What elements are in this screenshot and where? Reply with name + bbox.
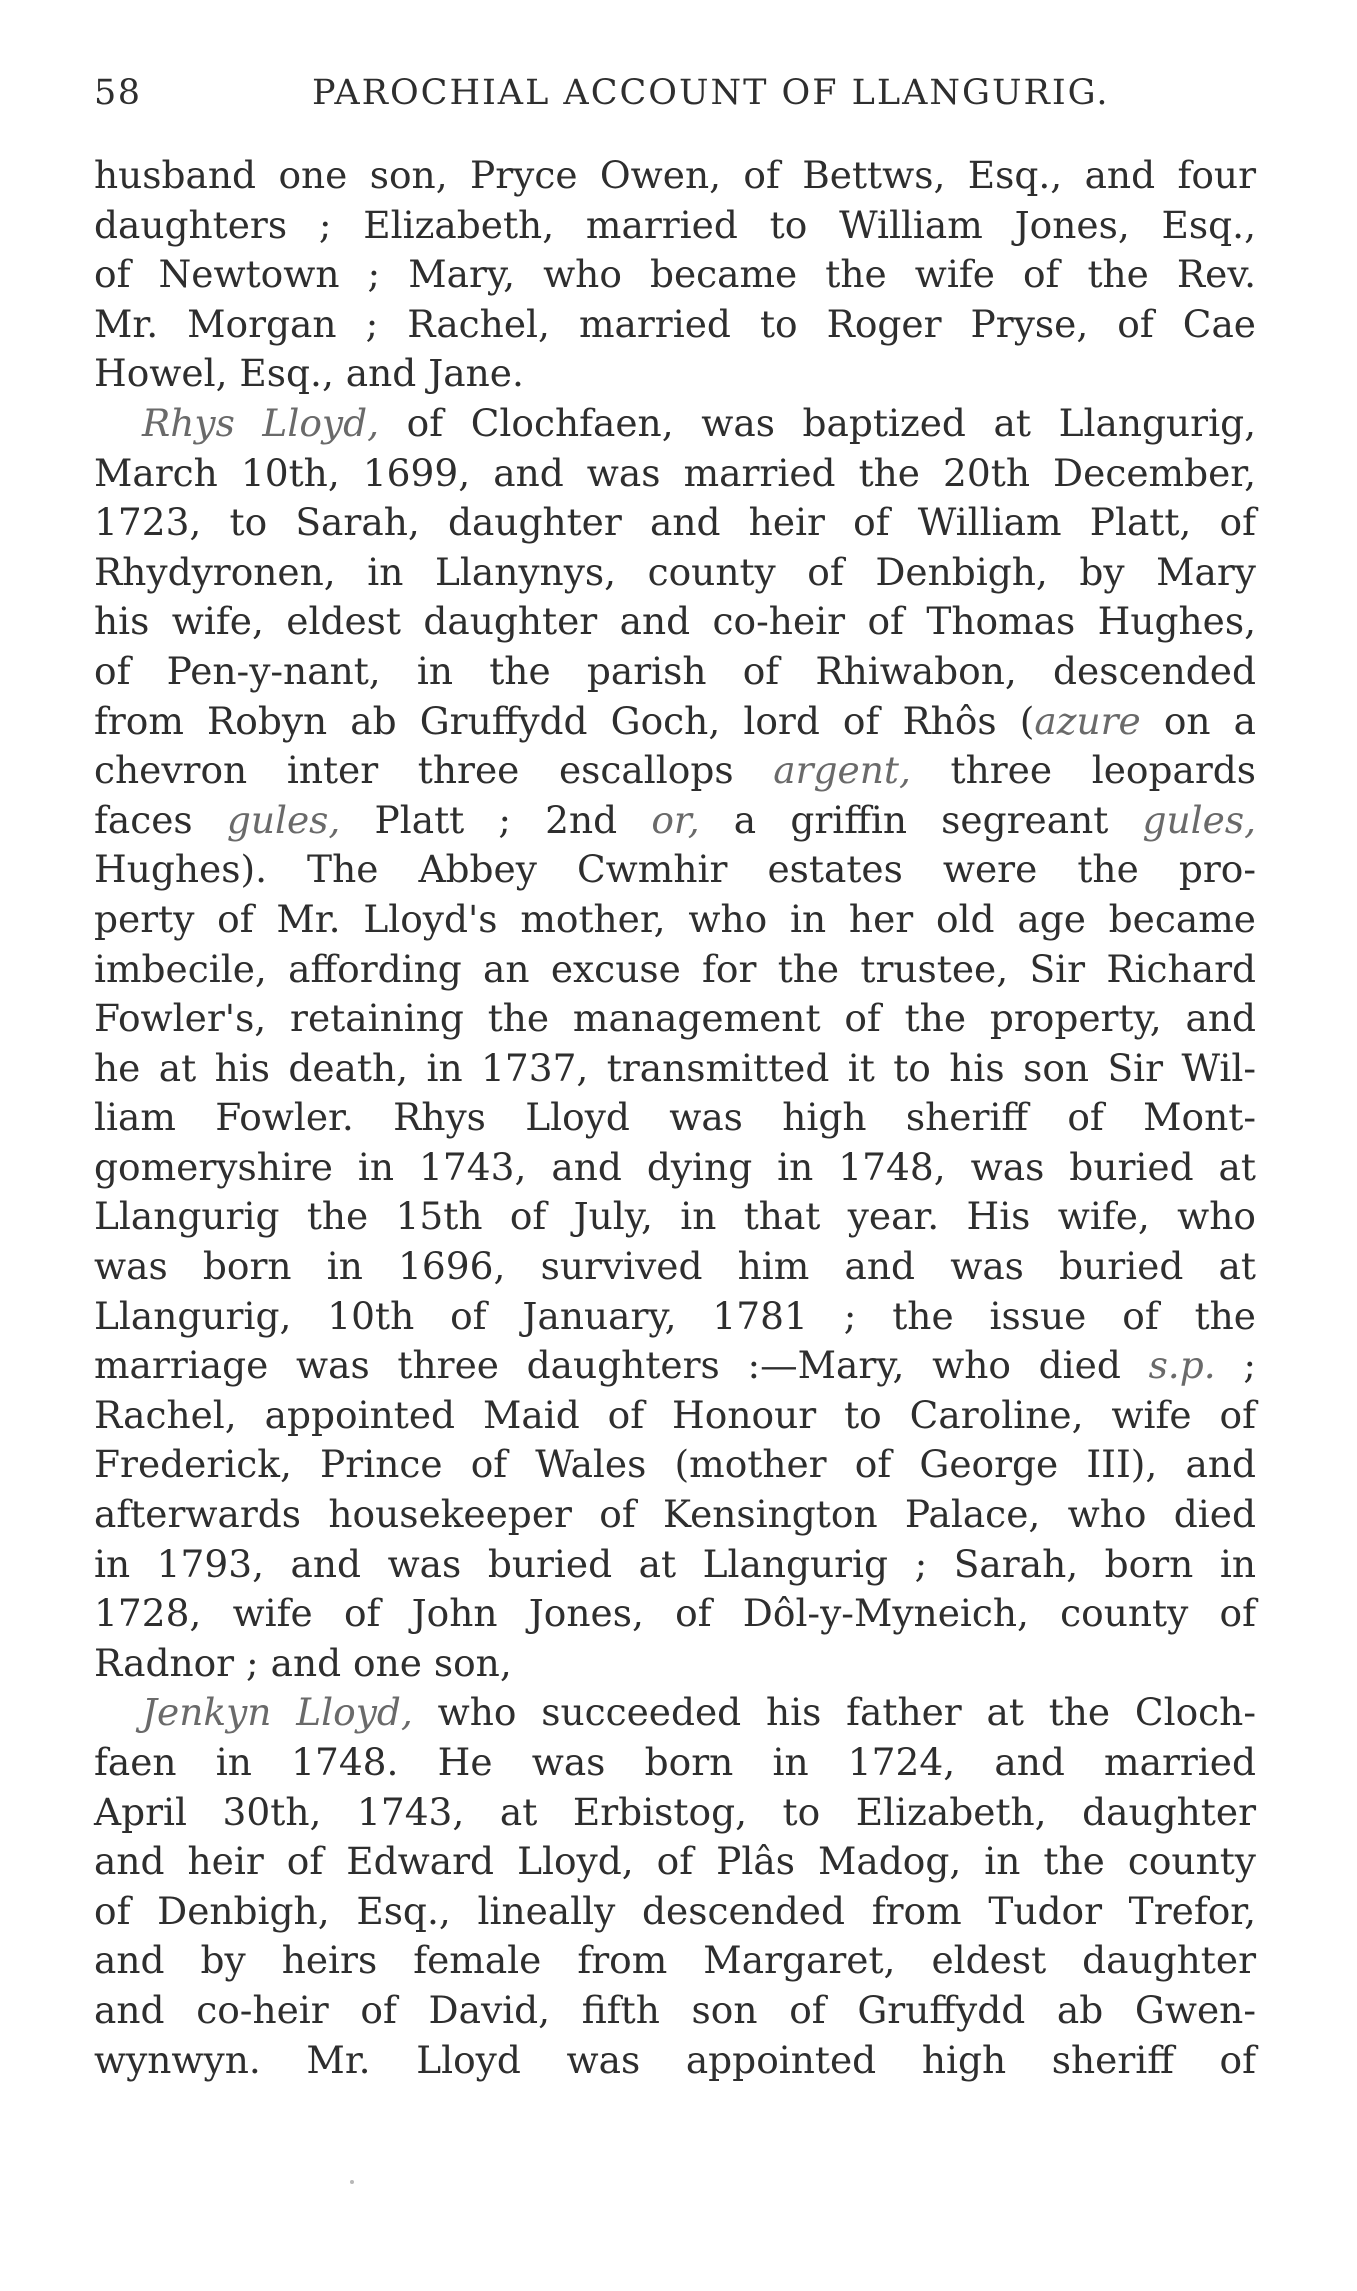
text-line: Fowler's, retaining the management of the property, and <box>94 996 1256 1041</box>
text-line <box>94 399 1256 449</box>
text-line <box>94 697 1256 747</box>
text-line: Hughes). The Abbey Cwmhir estates were the pro- <box>94 847 1256 892</box>
text-span: from Robyn ab Gruffydd Goch, lord of Rhôs ( <box>94 698 1035 743</box>
heraldic-term: gules, <box>1142 797 1256 842</box>
text-line: 1728, wife of John Jones, of Dôl-y-Myneich, county of <box>94 1591 1256 1636</box>
text-span: a griffin segreant <box>699 797 1143 842</box>
text-line: and co-heir of David, fifth son of Gruffydd ab Gwen- <box>94 1987 1256 2032</box>
page-number: 58 <box>94 73 142 113</box>
running-head <box>94 68 1256 118</box>
heraldic-term: gules, <box>226 797 341 842</box>
text-line: in 1793, and was buried at Llangurig ; Sarah, born in <box>94 1541 1256 1586</box>
text-line: March 10th, 1699, and was married the 20th December, <box>94 450 1256 495</box>
text-line: of Pen-y-nant, in the parish of Rhiwabon, descended <box>94 648 1256 693</box>
text-line: perty of Mr. Lloyd's mother, who in her old age became <box>94 896 1256 941</box>
text-span: Platt ; 2nd <box>340 797 652 842</box>
text-line: husband one son, Pryce Owen, of Bettws, Esq., and four <box>94 153 1256 197</box>
text-line: and by heirs female from Margaret, eldest daughter <box>94 1938 1256 1983</box>
text-line <box>94 1341 1256 1391</box>
text-span: who succeeded his father at the Cloch- <box>412 1690 1256 1735</box>
text-span: of Clochfaen, was baptized at Llangurig, <box>379 400 1256 445</box>
abbreviation: s.p. <box>1148 1343 1216 1388</box>
text-span: marriage was three daughters :—Mary, who died <box>94 1343 1149 1388</box>
heraldic-term: azure <box>1034 698 1141 743</box>
text-line: gomeryshire in 1743, and dying in 1748, was buried at <box>94 1144 1256 1189</box>
text-line: afterwards housekeeper of Kensington Palace, who died <box>94 1492 1256 1537</box>
body-text <box>94 151 1256 2085</box>
text-line <box>94 1688 1256 1738</box>
running-title: PAROCHIAL ACCOUNT OF LLANGURIG. <box>312 73 1110 113</box>
text-line: and heir of Edward Lloyd, of Plâs Madog, in the county <box>94 1839 1256 1884</box>
text-line: 1723, to Sarah, daughter and heir of William Platt, of <box>94 500 1256 545</box>
text-line: Llangurig, 10th of January, 1781 ; the issue of the <box>94 1293 1256 1338</box>
heraldic-term: argent, <box>773 748 911 793</box>
text-line: imbecile, affording an excuse for the trustee, Sir Richard <box>94 946 1256 991</box>
italic-name: Jenkyn Lloyd, <box>142 1690 413 1735</box>
text-span: ; <box>1215 1343 1256 1388</box>
text-line: was born in 1696, survived him and was buried at <box>94 1244 1256 1289</box>
text-line: daughters ; Elizabeth, married to William Jones, Esq., <box>94 202 1256 247</box>
text-line: Radnor ; and one son, <box>94 1640 512 1685</box>
text-line: April 30th, 1743, at Erbistog, to Elizabeth, daughter <box>94 1789 1256 1834</box>
text-line: of Denbigh, Esq., lineally descended from Tudor Trefor, <box>94 1888 1256 1933</box>
heraldic-term: or, <box>651 797 700 842</box>
text-span: faces <box>94 797 227 842</box>
text-span: chevron inter three escallops <box>94 748 774 793</box>
text-line: of Newtown ; Mary, who became the wife of the Rev. <box>94 252 1256 297</box>
text-line: his wife, eldest daughter and co-heir of Thomas Hughes, <box>94 599 1256 644</box>
text-line <box>94 746 1256 796</box>
text-line: wynwyn. Mr. Lloyd was appointed high sheriff of <box>94 2037 1256 2082</box>
text-span: three leopards <box>910 748 1256 793</box>
text-line: he at his death, in 1737, transmitted it to his son Sir Wil- <box>94 1045 1256 1090</box>
text-line: Mr. Morgan ; Rachel, married to Roger Pryse, of Cae <box>94 301 1256 346</box>
text-span: on a <box>1140 698 1256 743</box>
text-line: Llangurig the 15th of July, in that year. His wife, who <box>94 1194 1256 1239</box>
paper-speck <box>350 2180 354 2184</box>
text-line: faen in 1748. He was born in 1724, and married <box>94 1740 1256 1784</box>
text-line: liam Fowler. Rhys Lloyd was high sheriff of Mont- <box>94 1095 1256 1140</box>
italic-name: Rhys Lloyd, <box>142 400 380 445</box>
text-line: Frederick, Prince of Wales (mother of George III), and <box>94 1442 1256 1487</box>
text-line: Rhydyronen, in Llanynys, county of Denbigh, by Mary <box>94 549 1256 594</box>
text-line <box>94 796 1256 846</box>
text-line: Howel, Esq., and Jane. <box>94 351 524 396</box>
text-line: Rachel, appointed Maid of Honour to Caroline, wife of <box>94 1392 1256 1437</box>
